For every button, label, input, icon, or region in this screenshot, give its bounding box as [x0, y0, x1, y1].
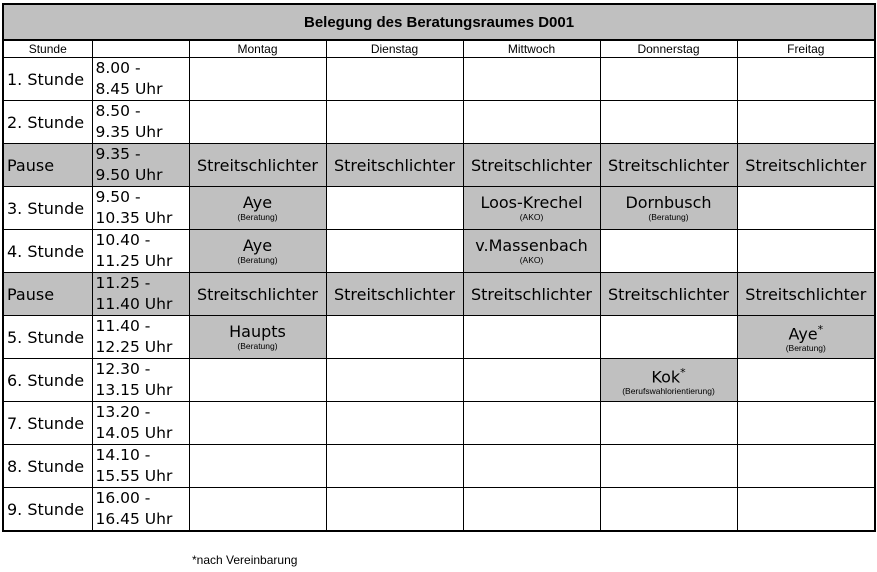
streitschlichter-cell-mittwoch: Streitschlichter: [463, 144, 600, 187]
row-time: [92, 445, 189, 488]
slot-donnerstag: [600, 488, 737, 532]
streitschlichter-cell-mittwoch: Streitschlichter: [463, 273, 600, 316]
slot-mittwoch: [463, 230, 600, 273]
booking-name-text: Kok: [651, 367, 681, 387]
booking-name: [464, 193, 600, 212]
time-end: 14.05 Uhr: [95, 424, 173, 442]
time-end: 11.25 Uhr: [95, 252, 173, 270]
booking-name: [738, 320, 875, 343]
time-start: 16.00 -: [95, 489, 151, 507]
row-time: [92, 187, 189, 230]
pause-row: [3, 273, 875, 316]
slot-mittwoch: [463, 359, 600, 402]
slot-montag: [189, 488, 326, 532]
header-time: [92, 40, 189, 58]
time-end: 8.45 Uhr: [95, 80, 163, 98]
streitschlichter-cell-freitag: Streitschlichter: [737, 273, 875, 316]
slot-dienstag: [326, 58, 463, 101]
time-end: 12.25 Uhr: [95, 338, 173, 356]
title-row: [3, 4, 875, 40]
slot-montag: [189, 101, 326, 144]
slot-freitag: [737, 58, 875, 101]
slot-montag: [189, 187, 326, 230]
booking-type: (AKO): [519, 255, 544, 265]
time-start: 8.00 -: [95, 59, 141, 77]
booking-name-text: v.Massenbach: [475, 236, 588, 255]
lesson-row: [3, 230, 875, 273]
row-time: [92, 58, 189, 101]
row-time: [92, 316, 189, 359]
slot-dienstag: [326, 488, 463, 532]
slot-dienstag: [326, 230, 463, 273]
time-start: 9.50 -: [95, 188, 141, 206]
header-day-dienstag: Dienstag: [326, 40, 463, 58]
lesson-row: [3, 359, 875, 402]
slot-dienstag: [326, 101, 463, 144]
slot-donnerstag: [600, 445, 737, 488]
slot-donnerstag: [600, 359, 737, 402]
row-label: 4. Stunde: [3, 230, 92, 273]
row-label: 9. Stunde: [3, 488, 92, 532]
row-label: Pause: [3, 273, 92, 316]
booking-type: (Beratung): [237, 255, 278, 265]
row-time: [92, 230, 189, 273]
header-day-montag: Montag: [189, 40, 326, 58]
header-day-donnerstag: Donnerstag: [600, 40, 737, 58]
booking-name-text: Dornbusch: [625, 193, 712, 212]
slot-donnerstag: [600, 101, 737, 144]
streitschlichter-cell-dienstag: Streitschlichter: [326, 144, 463, 187]
row-label: 1. Stunde: [3, 58, 92, 101]
slot-montag: [189, 402, 326, 445]
slot-montag: [189, 58, 326, 101]
row-time: [92, 273, 189, 316]
time-end: 16.45 Uhr: [95, 510, 173, 528]
time-start: 11.40 -: [95, 317, 151, 335]
slot-mittwoch: [463, 58, 600, 101]
booking-name: [601, 193, 737, 212]
booking-type: (Beratung): [237, 341, 278, 351]
slot-freitag: [737, 359, 875, 402]
booking-name-text: Aye: [242, 193, 273, 212]
schedule-sheet: [2, 3, 876, 532]
time-end: 11.40 Uhr: [95, 295, 173, 313]
header-day-freitag: Freitag: [737, 40, 875, 58]
time-end: 15.55 Uhr: [95, 467, 173, 485]
booking-type: (Beratung): [785, 343, 826, 354]
slot-dienstag: [326, 359, 463, 402]
slot-montag: [189, 359, 326, 402]
booking-name: [190, 322, 326, 341]
slot-freitag: [737, 101, 875, 144]
time-start: 9.35 -: [95, 145, 141, 163]
footnote: *nach Vereinbarung: [192, 553, 298, 567]
header-stunde: Stunde: [3, 40, 92, 58]
row-time: [92, 144, 189, 187]
time-start: 11.25 -: [95, 274, 151, 292]
slot-freitag: [737, 488, 875, 532]
slot-freitag: [737, 445, 875, 488]
booking-type: (Beratung): [237, 212, 278, 222]
page-title: Belegung des Beratungsraumes D001: [3, 4, 875, 40]
booking-name-text: Haupts: [229, 322, 286, 341]
row-time: [92, 488, 189, 532]
booking-name: [190, 193, 326, 212]
time-start: 13.20 -: [95, 403, 151, 421]
slot-donnerstag: [600, 58, 737, 101]
slot-mittwoch: [463, 187, 600, 230]
row-label: 6. Stunde: [3, 359, 92, 402]
row-label: 7. Stunde: [3, 402, 92, 445]
slot-dienstag: [326, 402, 463, 445]
streitschlichter-cell-dienstag: Streitschlichter: [326, 273, 463, 316]
booking-name: [601, 363, 737, 386]
streitschlichter-cell-freitag: Streitschlichter: [737, 144, 875, 187]
booking-type: (Berufswahlorientierung): [622, 386, 715, 397]
time-start: 14.10 -: [95, 446, 151, 464]
slot-mittwoch: [463, 445, 600, 488]
slot-freitag: [737, 187, 875, 230]
streitschlichter-cell-montag: Streitschlichter: [189, 273, 326, 316]
slot-dienstag: [326, 316, 463, 359]
slot-donnerstag: [600, 316, 737, 359]
slot-montag: [189, 316, 326, 359]
time-start: 10.40 -: [95, 231, 151, 249]
lesson-row: [3, 488, 875, 532]
booking-name: [190, 236, 326, 255]
footnote-marker: *: [680, 365, 686, 379]
time-start: 12.30 -: [95, 360, 151, 378]
row-label: Pause: [3, 144, 92, 187]
lesson-row: [3, 101, 875, 144]
footnote-marker: *: [817, 322, 824, 336]
row-label: 8. Stunde: [3, 445, 92, 488]
time-end: 10.35 Uhr: [95, 209, 173, 227]
row-label: 2. Stunde: [3, 101, 92, 144]
row-time: [92, 402, 189, 445]
slot-dienstag: [326, 445, 463, 488]
slot-montag: [189, 445, 326, 488]
row-label: 3. Stunde: [3, 187, 92, 230]
row-time: [92, 101, 189, 144]
schedule-table: [2, 3, 876, 532]
row-time: [92, 359, 189, 402]
booking-name: [464, 236, 600, 255]
slot-donnerstag: [600, 230, 737, 273]
slot-mittwoch: [463, 316, 600, 359]
lesson-row: [3, 187, 875, 230]
streitschlichter-cell-montag: Streitschlichter: [189, 144, 326, 187]
slot-freitag: [737, 402, 875, 445]
slot-mittwoch: [463, 488, 600, 532]
streitschlichter-cell-donnerstag: Streitschlichter: [600, 273, 737, 316]
lesson-row: [3, 316, 875, 359]
time-end: 9.50 Uhr: [95, 166, 163, 184]
slot-freitag: [737, 230, 875, 273]
slot-freitag: [737, 316, 875, 359]
time-start: 8.50 -: [95, 102, 141, 120]
booking-type: (AKO): [519, 212, 544, 222]
header-row: [3, 40, 875, 58]
pause-row: [3, 144, 875, 187]
time-end: 9.35 Uhr: [95, 123, 163, 141]
row-label: 5. Stunde: [3, 316, 92, 359]
header-day-mittwoch: Mittwoch: [463, 40, 600, 58]
lesson-row: [3, 445, 875, 488]
slot-mittwoch: [463, 402, 600, 445]
booking-type: (Beratung): [648, 212, 689, 222]
booking-name-text: Loos-Krechel: [480, 193, 583, 212]
streitschlichter-cell-donnerstag: Streitschlichter: [600, 144, 737, 187]
slot-dienstag: [326, 187, 463, 230]
slot-mittwoch: [463, 101, 600, 144]
lesson-row: [3, 402, 875, 445]
booking-name-text: Aye: [242, 236, 273, 255]
time-end: 13.15 Uhr: [95, 381, 173, 399]
slot-donnerstag: [600, 402, 737, 445]
lesson-row: [3, 58, 875, 101]
booking-name-text: Aye: [788, 324, 818, 344]
slot-montag: [189, 230, 326, 273]
slot-donnerstag: [600, 187, 737, 230]
